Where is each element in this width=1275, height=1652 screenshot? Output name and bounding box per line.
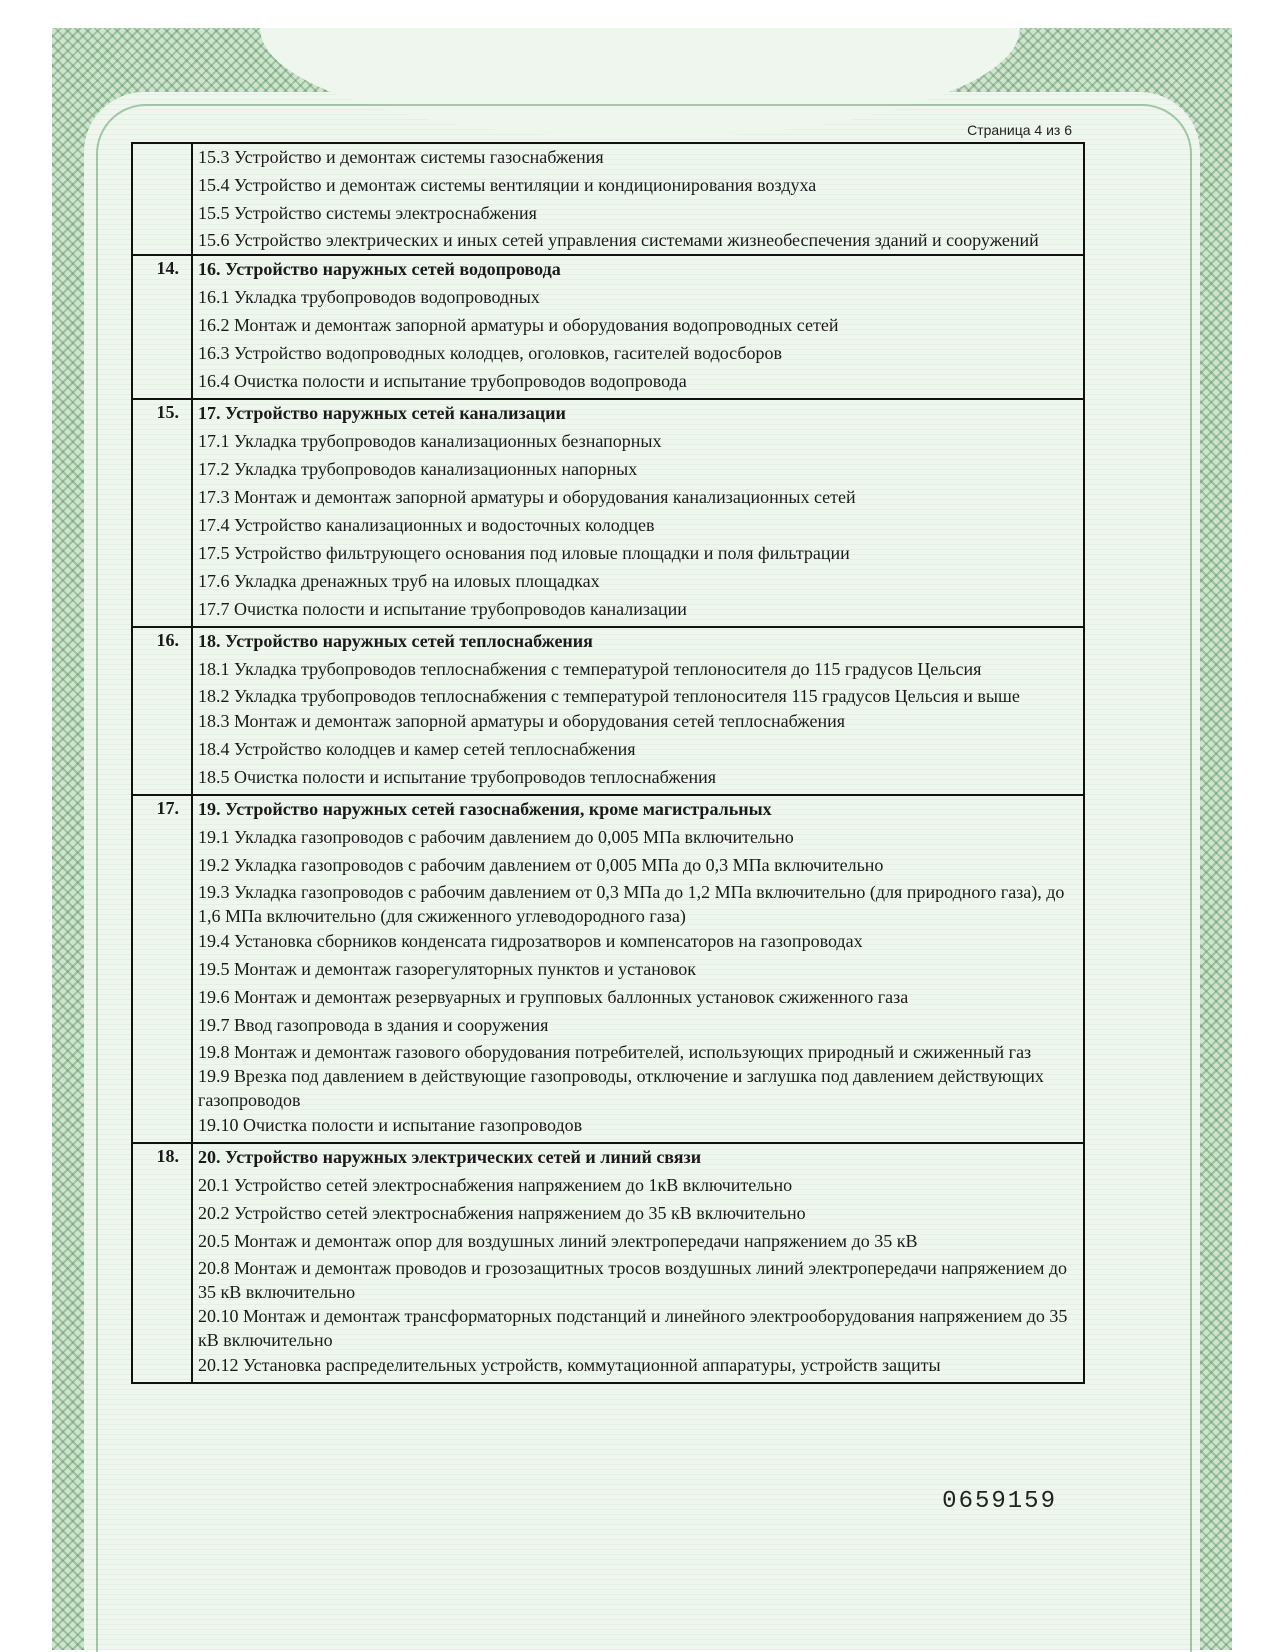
list-item: 19.2 Укладка газопроводов с рабочим давлением от 0,005 МПа до 0,3 МПа включительно	[198, 855, 884, 875]
table-row	[133, 794, 1083, 1142]
page-number: Страница 4 из 6	[967, 122, 1072, 138]
table-row	[133, 626, 1083, 794]
list-item: 20.12 Установка распределительных устройств, коммутационной аппаратуры, устройств защиты	[198, 1355, 941, 1375]
table-row	[133, 144, 1083, 254]
row-content	[193, 256, 1083, 398]
list-item: 20.8 Монтаж и демонтаж проводов и грозозащитных тросов воздушных линий электропередачи напряжением до 35 кВ включительно	[198, 1258, 1068, 1302]
row-number: 17.	[133, 796, 193, 1142]
list-item: 15.6 Устройство электрических и иных сетей управления системами жизнеобеспечения зданий и сооружений	[198, 230, 1039, 250]
list-item: 15.3 Устройство и демонтаж системы газоснабжения	[198, 147, 604, 167]
list-item: 18.2 Укладка трубопроводов теплоснабжения с температурой теплоносителя 115 градусов Цельсия и выше	[198, 686, 1020, 706]
works-table	[131, 142, 1085, 1384]
row-content	[193, 1144, 1083, 1382]
list-item: 19.9 Врезка под давлением в действующие газопроводы, отключение и заглушка под давлением действующих газопроводов	[198, 1066, 1044, 1110]
row-number: 16.	[133, 628, 193, 794]
list-item: 20.5 Монтаж и демонтаж опор для воздушных линий электропередачи напряжением до 35 кВ	[198, 1231, 918, 1251]
list-item: 19.4 Установка сборников конденсата гидрозатворов и компенсаторов на газопроводах	[198, 931, 863, 951]
list-item: 17.3 Монтаж и демонтаж запорной арматуры и оборудования канализационных сетей	[198, 487, 856, 507]
row-number	[133, 144, 193, 254]
list-item: 17.2 Укладка трубопроводов канализационных напорных	[198, 459, 638, 479]
row-number: 14.	[133, 256, 193, 398]
list-item: 17.1 Укладка трубопроводов канализационных безнапорных	[198, 431, 662, 451]
list-item: 16.4 Очистка полости и испытание трубопроводов водопровода	[198, 371, 687, 391]
list-item: 17.4 Устройство канализационных и водосточных колодцев	[198, 515, 655, 535]
section-title: 16. Устройство наружных сетей водопровода	[198, 259, 561, 279]
list-item: 20.2 Устройство сетей электроснабжения напряжением до 35 кВ включительно	[198, 1203, 806, 1223]
table-row	[133, 254, 1083, 398]
row-content	[193, 144, 1083, 254]
serial-number: 0659159	[942, 1488, 1057, 1515]
row-number: 15.	[133, 400, 193, 626]
list-item: 15.5 Устройство системы электроснабжения	[198, 203, 537, 223]
list-item: 19.3 Укладка газопроводов с рабочим давлением от 0,3 МПа до 1,2 МПа включительно (для природного газа), до 1,6 МПа включительно (для сжиженного углеводородного газа)	[198, 882, 1065, 926]
list-item: 17.7 Очистка полости и испытание трубопроводов канализации	[198, 599, 687, 619]
list-item: 17.5 Устройство фильтрующего основания под иловые площадки и поля фильтрации	[198, 543, 850, 563]
table-row	[133, 398, 1083, 626]
list-item: 15.4 Устройство и демонтаж системы вентиляции и кондиционирования воздуха	[198, 175, 817, 195]
list-item: 18.5 Очистка полости и испытание трубопроводов теплоснабжения	[198, 767, 717, 787]
row-content	[193, 628, 1083, 794]
row-content	[193, 400, 1083, 626]
list-item: 19.1 Укладка газопроводов с рабочим давлением до 0,005 МПа включительно	[198, 827, 794, 847]
list-item: 17.6 Укладка дренажных труб на иловых площадках	[198, 571, 600, 591]
list-item: 19.6 Монтаж и демонтаж резервуарных и групповых баллонных установок сжиженного газа	[198, 987, 909, 1007]
list-item: 19.8 Монтаж и демонтаж газового оборудования потребителей, использующих природный и сжиженный газ	[198, 1042, 1032, 1062]
section-title: 19. Устройство наружных сетей газоснабжения, кроме магистральных	[198, 799, 772, 819]
row-content	[193, 796, 1083, 1142]
table-row	[133, 1142, 1083, 1382]
list-item: 18.1 Укладка трубопроводов теплоснабжения с температурой теплоносителя до 115 градусов Цельсия	[198, 659, 982, 679]
row-number: 18.	[133, 1144, 193, 1382]
list-item: 16.3 Устройство водопроводных колодцев, оголовков, гасителей водосборов	[198, 343, 783, 363]
list-item: 16.1 Укладка трубопроводов водопроводных	[198, 287, 540, 307]
list-item: 18.4 Устройство колодцев и камер сетей теплоснабжения	[198, 739, 636, 759]
section-title: 20. Устройство наружных электрических сетей и линий связи	[198, 1147, 702, 1167]
list-item: 18.3 Монтаж и демонтаж запорной арматуры и оборудования сетей теплоснабжения	[198, 711, 846, 731]
section-title: 17. Устройство наружных сетей канализации	[198, 403, 566, 423]
list-item: 16.2 Монтаж и демонтаж запорной арматуры и оборудования водопроводных сетей	[198, 315, 839, 335]
list-item: 19.7 Ввод газопровода в здания и сооружения	[198, 1015, 549, 1035]
list-item: 19.10 Очистка полости и испытание газопроводов	[198, 1115, 583, 1135]
list-item: 20.10 Монтаж и демонтаж трансформаторных подстанций и линейного электрооборудования напряжением до 35 кВ включительно	[198, 1306, 1068, 1350]
list-item: 20.1 Устройство сетей электроснабжения напряжением до 1кВ включительно	[198, 1175, 793, 1195]
section-title: 18. Устройство наружных сетей теплоснабжения	[198, 631, 593, 651]
list-item: 19.5 Монтаж и демонтаж газорегуляторных пунктов и установок	[198, 959, 696, 979]
